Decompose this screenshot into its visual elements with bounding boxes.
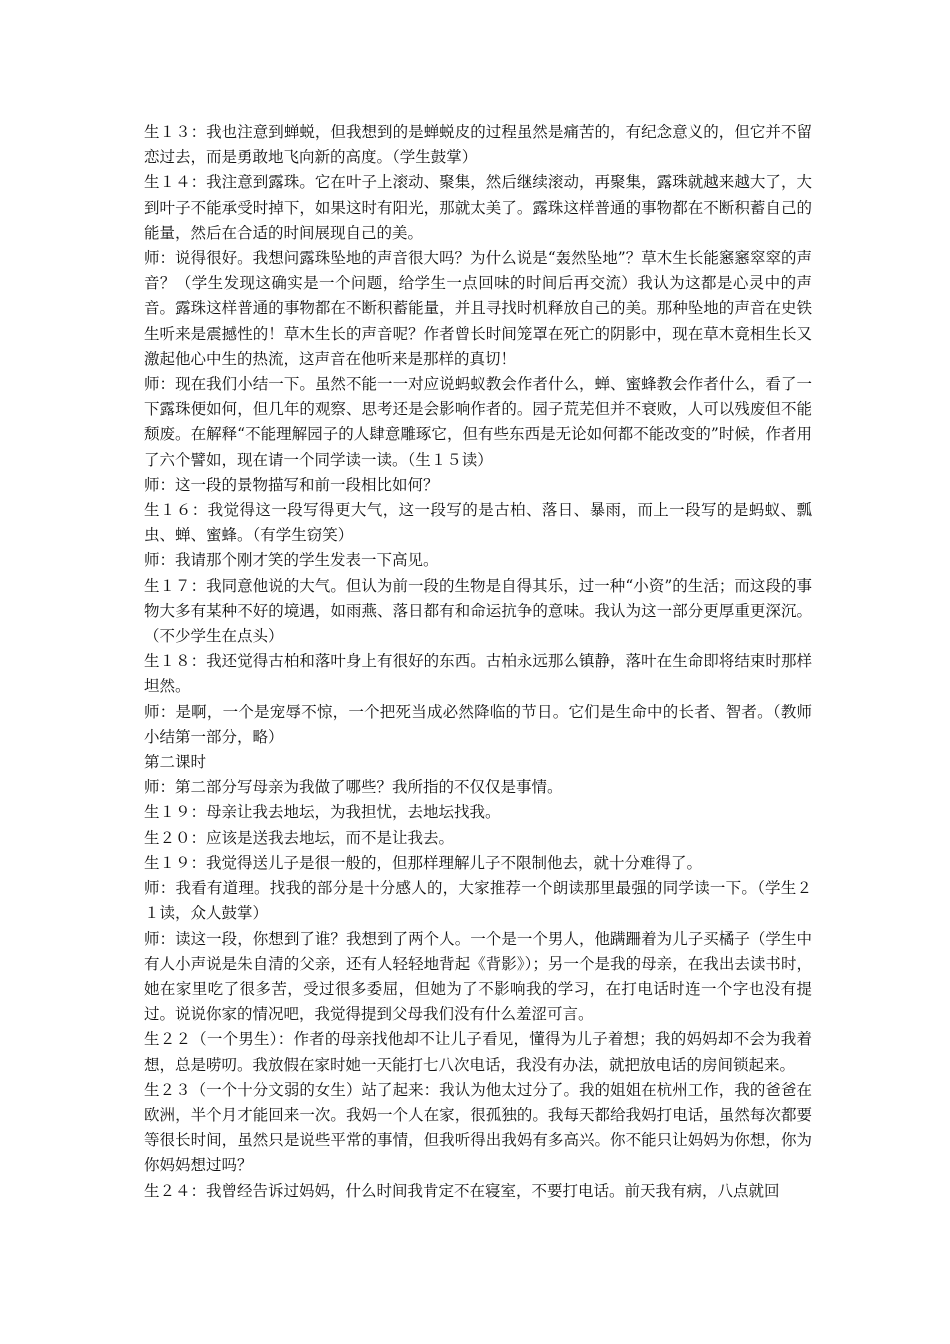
paragraph-teacher-invite: 师：我请那个刚才笑的学生发表一下高见。: [144, 551, 439, 570]
paragraph-student-17: 生１７：我同意他说的大气。但认为前一段的生物是自得其乐，过一种“小资”的生活；而这段的事物大多有某种不好的境遇，如雨燕、落日都有和命运抗争的意味。我认为这一部分更厚重更深沉。（不少学生在点头）: [144, 576, 812, 646]
section-heading-second-lesson: 第二课时: [144, 753, 207, 772]
paragraph-teacher-reading: 师：我看有道理。找我的部分是十分感人的，大家推荐一个朗读那里最强的同学读一下。（学生２１读，众人鼓掌）: [144, 879, 812, 923]
paragraph-student-20: 生２０：应该是送我去地坛，而不是让我去。: [144, 828, 455, 847]
paragraph-student-23: 生２３（一个十分文弱的女生）站了起来：我认为他太过分了。我的姐姐在杭州工作，我的爸爸在欧洲，半个月才能回来一次。我妈一个人在家，很孤独的。我每天都给我妈打电话，虽然每次都要等很长时间，虽然只是说些平常的事情，但我听得出我妈有多高兴。你不能只让妈妈为你想，你为你妈妈想过吗？: [144, 1080, 812, 1175]
paragraph-student-19-reply: 生１９：我觉得送儿子是很一般的，但那样理解儿子不限制他去，就十分难得了。: [144, 853, 703, 872]
paragraph-student-19: 生１９：母亲让我去地坛，为我担忧，去地坛找我。: [144, 803, 501, 822]
paragraph-student-13: 生１３：我也注意到蝉蜕，但我想到的是蝉蜕皮的过程虽然是痛苦的，有纪念意义的，但它并不留恋过去，而是勇敢地飞向新的高度。（学生鼓掌）: [144, 123, 812, 167]
paragraph-student-22: 生２２（一个男生）：作者的母亲找他却不让儿子看见，懂得为儿子着想；我的妈妈却不会为我着想，总是唠叨。我放假在家时她一天能打七八次电话，我没有办法，就把放电话的房间锁起来。: [144, 1030, 812, 1074]
paragraph-teacher-dewdrop: 师：说得很好。我想问露珠坠地的声音很大吗？为什么说是“轰然坠地”？草木生长能窸窸窣窣的声音？（学生发现这确实是一个问题，给学生一点回味的时间后再交流）我认为这都是心灵中的声音。露珠这样普通的事物都在不断积蓄能量，并且寻找时机释放自己的美。那种坠地的声音在史铁生听来是震撼性的！草木生长的声音呢？作者曾长时间笼罩在死亡的阴影中，现在草木竟相生长又激起他心中生的热流，这声音在他听来是那样的真切！: [144, 249, 812, 368]
paragraph-teacher-summary: 师：现在我们小结一下。虽然不能一一对应说蚂蚁教会作者什么，蝉、蜜蜂教会作者什么，看了一下露珠便如何，但几年的观察、思考还是会影响作者的。园子荒芜但并不衰败，人可以残废但不能颓废。在解释“不能理解园子的人肆意雕琢它，但有些东西是无论如何都不能改变的”时候，作者用了六个譬如，现在请一个同学读一读。（生１５读）: [144, 375, 812, 469]
paragraph-student-14: 生１４：我注意到露珠。它在叶子上滚动、聚集，然后继续滚动，再聚集，露珠就越来越大了，大到叶子不能承受时掉下，如果这时有阳光，那就太美了。露珠这样普通的事物都在不断积蓄自己的能量，然后在合适的时间展现自己的美。: [144, 173, 812, 242]
paragraph-teacher-question: 师：这一段的景物描写和前一段相比如何？: [144, 475, 439, 494]
paragraph-teacher-elders: 师：是啊，一个是宠辱不惊，一个把死当成必然降临的节日。它们是生命中的长者、智者。（教师小结第一部分，略）: [144, 702, 812, 746]
paragraph-teacher-reflection: 师：读这一段，你想到了谁？我想到了两个人。一个是一个男人，他蹒跚着为儿子买橘子（学生中有人小声说是朱自清的父亲，还有人轻轻地背起《背影》）；另一个是我的母亲，在我出去读书时，她在家里吃了很多苦，受过很多委屈，但她为了不影响我的学习，在打电话时连一个字也没有提过。说说你家的情况吧，我觉得提到父母我们没有什么羞涩可言。: [144, 929, 812, 1024]
paragraph-student-18: 生１８：我还觉得古柏和落叶身上有很好的东西。古柏永远那么镇静，落叶在生命即将结束时那样坦然。: [144, 652, 812, 696]
document-page: [144, 120, 812, 1204]
paragraph-student-16: 生１６：我觉得这一段写得更大气，这一段写的是古柏、落日、暴雨，而上一段写的是蚂蚁、瓢虫、蝉、蜜蜂。（有学生窃笑）: [144, 501, 812, 545]
paragraph-teacher-part-two: 师：第二部分写母亲为我做了哪些？我所指的不仅仅是事情。: [144, 778, 563, 797]
paragraph-student-24: 生２４：我曾经告诉过妈妈，什么时间我肯定不在寝室，不要打电话。前天我有病，八点就回: [144, 1181, 780, 1200]
